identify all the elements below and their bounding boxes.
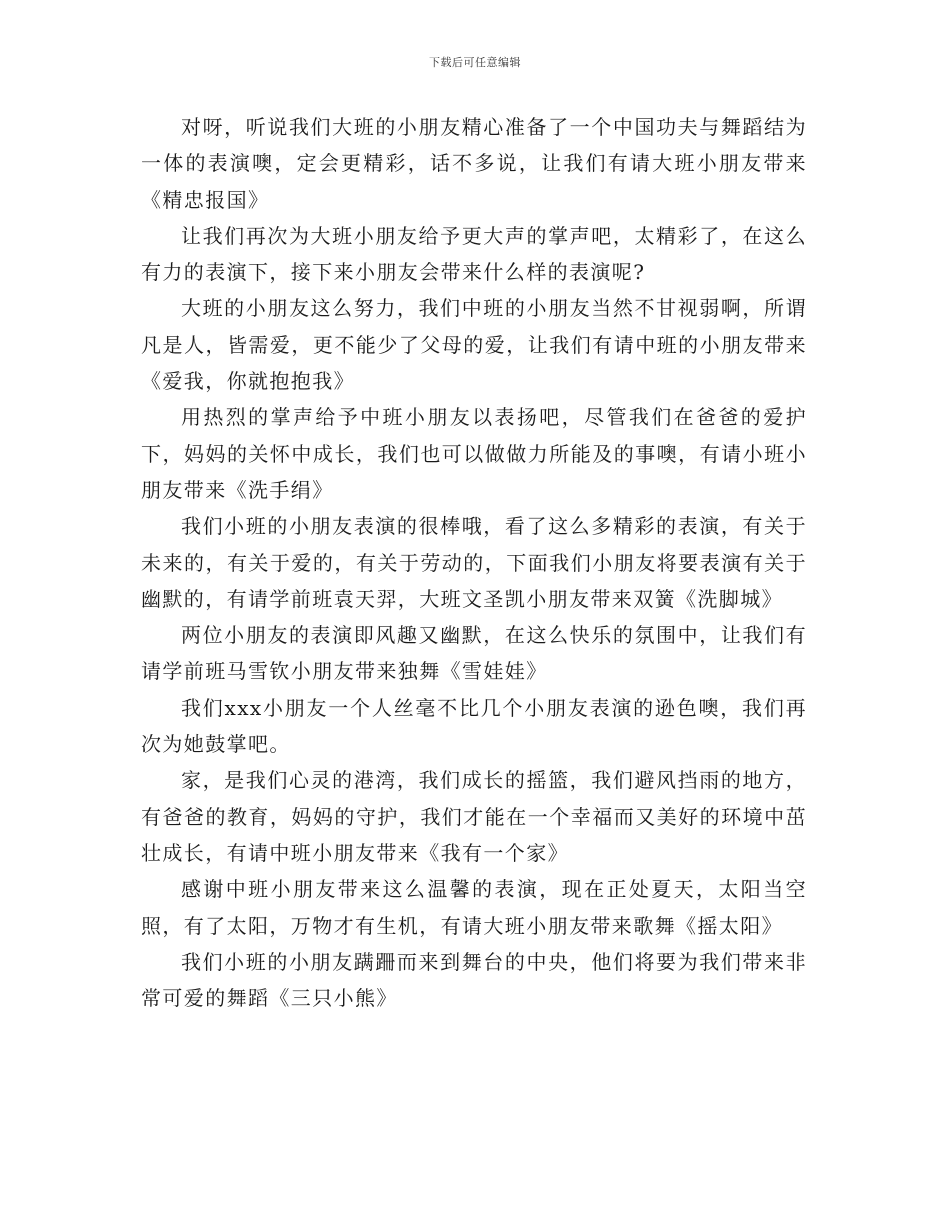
paragraph: 家，是我们心灵的港湾，我们成长的摇篮，我们避风挡雨的地方，有爸爸的教育，妈妈的守护，我们才能在一个幸福而又美好的环境中茁壮成长，有请中班小朋友带来《我有一个家》 (141, 768, 807, 865)
paragraph: 我们xxx小朋友一个人丝毫不比几个小朋友表演的逊色噢，我们再次为她鼓掌吧。 (141, 695, 807, 757)
paragraph: 我们小班的小朋友蹒跚而来到舞台的中央，他们将要为我们带来非常可爱的舞蹈《三只小熊》 (141, 949, 807, 1011)
paragraph: 感谢中班小朋友带来这么温馨的表演，现在正处夏天，太阳当空照，有了太阳，万物才有生机，有请大班小朋友带来歌舞《摇太阳》 (141, 877, 807, 938)
document-body (141, 109, 807, 1016)
paragraph: 大班的小朋友这么努力，我们中班的小朋友当然不甘视弱啊，所谓凡是人，皆需爱，更不能少了父母的爱，让我们有请中班的小朋友带来《爱我，你就抱抱我》 (141, 296, 807, 394)
paragraph: 对呀，听说我们大班的小朋友精心准备了一个中国功夫与舞蹈结为一体的表演噢，定会更精彩，话不多说，让我们有请大班小朋友带来《精忠报国》 (141, 115, 807, 212)
page-header: 下载后可任意编辑 (429, 56, 521, 69)
paragraph: 用热烈的掌声给予中班小朋友以表扬吧，尽管我们在爸爸的爱护下，妈妈的关怀中成长，我们也可以做做力所能及的事噢，有请小班小朋友带来《洗手绢》 (141, 405, 807, 502)
paragraph: 我们小班的小朋友表演的很棒哦，看了这么多精彩的表演，有关于未来的，有关于爱的，有关于劳动的，下面我们小朋友将要表演有关于幽默的，有请学前班袁天羿，大班文圣凯小朋友带来双簧《洗脚城》 (141, 514, 807, 611)
paragraph: 两位小朋友的表演即风趣又幽默，在这么快乐的氛围中，让我们有请学前班马雪钦小朋友带来独舞《雪娃娃》 (141, 623, 807, 684)
paragraph: 让我们再次为大班小朋友给予更大声的掌声吧，太精彩了，在这么有力的表演下，接下来小朋友会带来什么样的表演呢? (141, 223, 807, 285)
